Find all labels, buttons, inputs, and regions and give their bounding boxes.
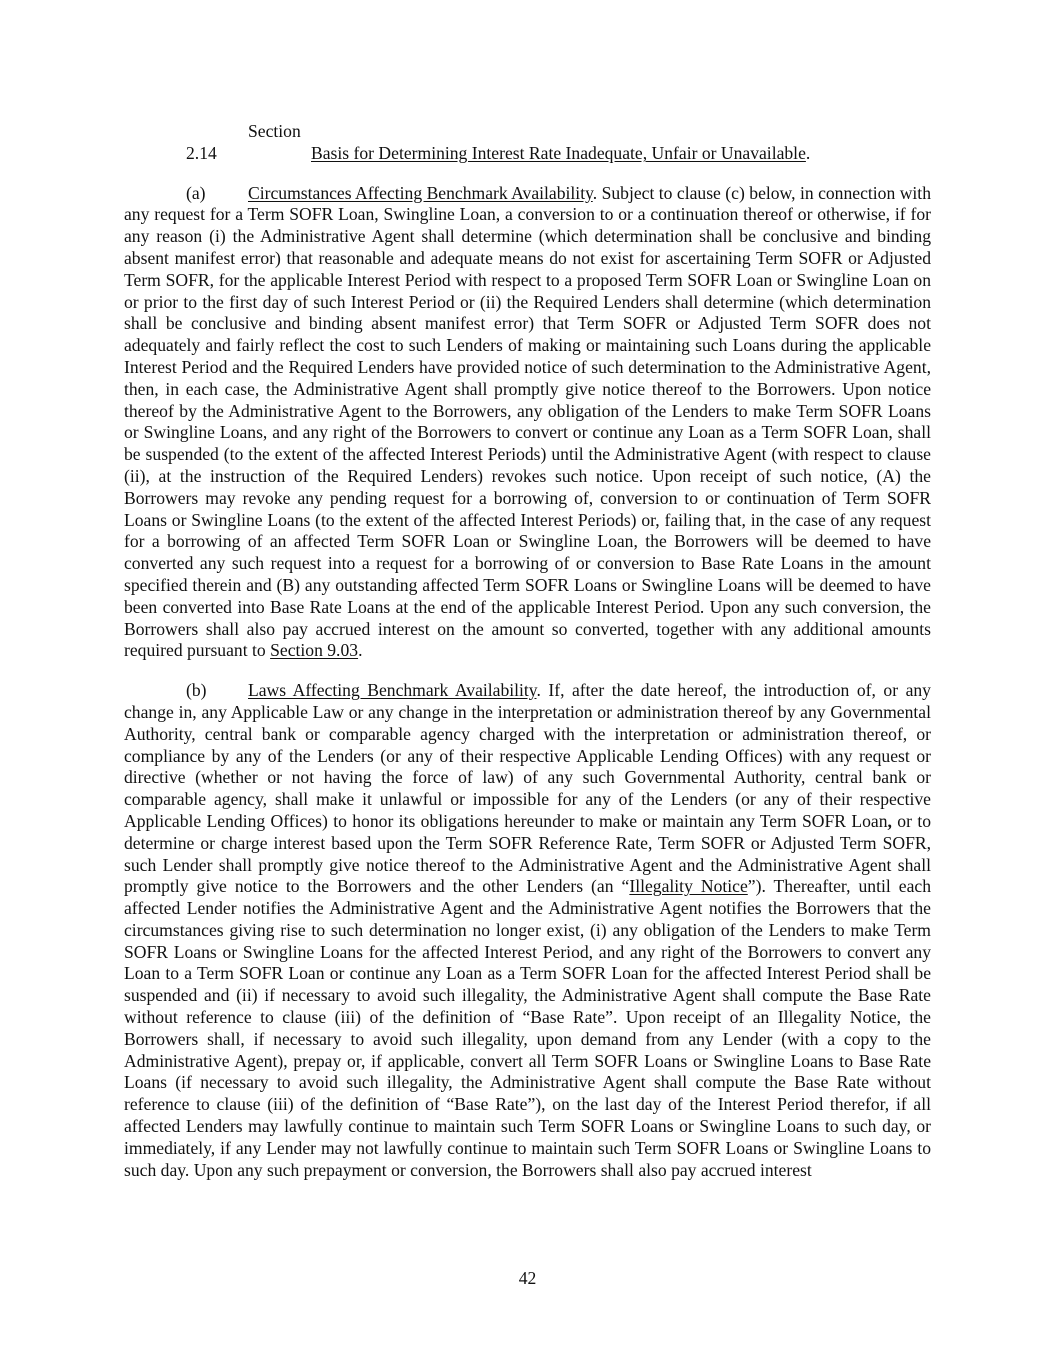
paragraph-b-label: (b) [186,680,207,701]
paragraph-a-label: (a) [186,182,206,203]
section-heading [124,121,931,165]
document-page [124,121,931,1181]
paragraph-a-heading: Circumstances Affecting Benchmark Availability [248,182,593,203]
paragraph-b [124,680,931,1181]
section-number: Section 2.14 [186,121,301,163]
section-title: Basis for Determining Interest Rate Inadequate, Unfair or Unavailable [311,142,806,163]
paragraph-a-end: . [358,640,363,661]
paragraph-b-body-2: or to determine or charge interest based upon the Term SOFR Reference Rate, Term SOFR or Adjusted Term SOFR, such Lender shall promptly give notice thereof to the Administrative Agent and the Administrative Agent shall promptly give notice to the Borrowers and the other Lenders (an “ [124,810,931,897]
illegality-notice-term: Illegality Notice [629,876,748,897]
paragraph-a-body: . Subject to clause (c) below, in connection with any request for a Term SOFR Loan, Swingline Loan, a conversion to or a continuation thereof or otherwise, if for any reason (i) the Administrative Agent shall determine (which determination shall be conclusive and binding absent manifest error) that reasonable and adequate means do not exist for ascertaining Term SOFR or Adjusted Term SOFR, for the applicable Interest Period with respect to a proposed Term SOFR Loan or Swingline Loan on or prior to the first day of such Interest Period or (ii) the Required Lenders shall determine (which determination shall be conclusive and binding absent manifest error) that Term SOFR or Adjusted Term SOFR does not adequately and fairly reflect the cost to such Lenders of making or maintaining such Loans during the applicable Interest Period and the Required Lenders have provided notice of such determination to the Administrative Agent, then, in each case, the Administrative Agent shall promptly give notice thereof to the Borrowers. Upon notice thereof by the Administrative Agent to the Borrowers, any obligation of the Lenders to make Term SOFR Loans or Swingline Loans, and any right of the Borrowers to convert or continue any Loan as a Term SOFR Loan, shall be suspended (to the extent of the affected Interest Periods) until the Administrative Agent (with respect to clause (ii), at the instruction of the Required Lenders) revokes such notice. Upon receipt of such notice, (A) the Borrowers may revoke any pending request for a borrowing of, conversion to or continuation of Term SOFR Loans or Swingline Loans (to the extent of the affected Interest Periods) or, failing that, in the case of any request for a borrowing of an affected Term SOFR Loan or Swingline Loan, the Borrowers will be deemed to have converted any such request into a request for a borrowing of or conversion to Base Rate Loans in the amount specified therein and (B) any outstanding affected Term SOFR Loans or Swingline Loans will be deemed to have been converted into Base Rate Loans at the end of the applicable Interest Period. Upon any such conversion, the Borrowers shall also pay accrued interest on the amount so converted, together with any additional amounts required pursuant to [124,182,931,661]
paragraph-a [124,183,931,663]
section-title-end: . [805,142,811,163]
paragraph-b-body-3: ”). Thereafter, until each affected Lender notifies the Administrative Agent and the Administrative Agent notifies the Borrowers that the circumstances giving rise to such determination no longer exist, (i) any obligation of the Lenders to make Term SOFR Loans or Swingline Loans for the affected Interest Period, and any right of the Borrowers to convert any Loan to a Term SOFR Loan or continue any Loan as a Term SOFR Loan for the affected Interest Period shall be suspended and (ii) if necessary to avoid such illegality, the Administrative Agent shall compute the Base Rate without reference to clause (iii) of the definition of “Base Rate”. Upon receipt of an Illegality Notice, the Borrowers shall, if necessary to avoid such illegality, upon demand from any Lender (with a copy to the Administrative Agent), prepay or, if applicable, convert all Term SOFR Loans or Swingline Loans to Base Rate Loans (if necessary to avoid such illegality, the Administrative Agent shall compute the Base Rate without reference to clause (iii) of the definition of “Base Rate”), on the last day of the Interest Period therefor, if all affected Lenders may lawfully continue to maintain such Term SOFR Loans or Swingline Loans to such day, or immediately, if any Lender may not lawfully continue to maintain such Term SOFR Loans or Swingline Loans to such day. Upon any such prepayment or conversion, the Borrowers shall also pay accrued interest [124,876,931,1180]
section-9-03-reference: Section 9.03 [270,640,359,661]
page-number: 42 [518,1268,537,1288]
paragraph-b-bold-comma: , [887,810,892,831]
paragraph-b-heading: Laws Affecting Benchmark Availability [248,680,537,701]
paragraph-b-body-1: . If, after the date hereof, the introduction of, or any change in, any Applicable Law or any change in the interpretation or administration thereof by any Governmental Authority, central bank or comparable agency charged with the interpretation or administration thereof, or compliance by any of the Lenders (or any of their respective Applicable Lending Offices) with any request or directive (whether or not having the force of law) of any such Governmental Authority, central bank or comparable agency, shall make it unlawful or impossible for any of the Lenders (or any of their respective Applicable Lending Offices) to honor its obligations hereunder to make or maintain any Term SOFR Loan [124,680,931,831]
